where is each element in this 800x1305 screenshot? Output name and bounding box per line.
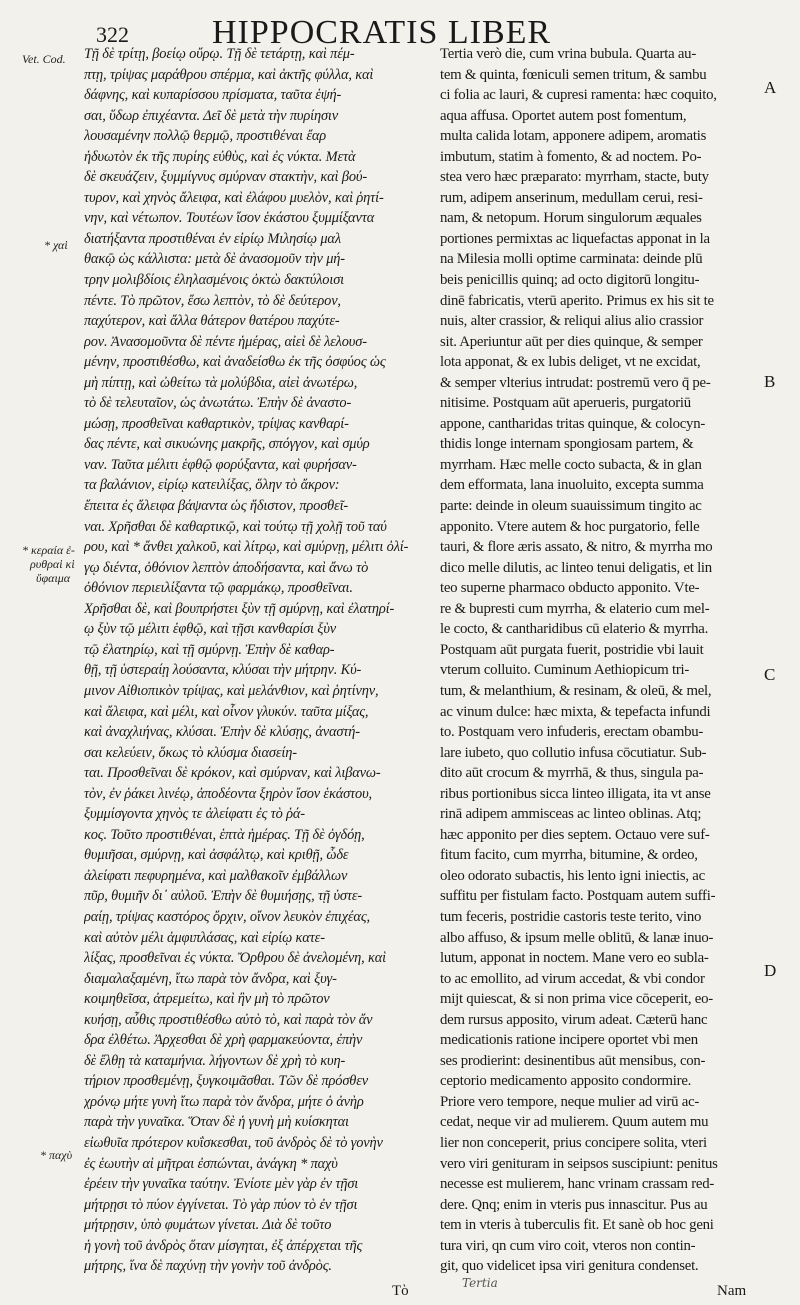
latin-text-line: dere. Qnq; enim in vteris pus innascitur. Pus au <box>440 1196 708 1213</box>
greek-text-line: ῳ ξὺν τῷ μέλιτι ἑφθῷ, καὶ τῇσι κανθαρίσι ξὺν <box>84 621 337 638</box>
greek-text-line: θυμιῆσαι, σμύρνῃ, καὶ ἀσφάλτῳ, καὶ κριθῇ, ὧδε <box>84 847 349 864</box>
latin-text-line: fitum facito, cum myrrha, bitumine, & ordeo, <box>440 847 698 864</box>
latin-text-line: Priore vero tempore, neque mulier ad virū ac- <box>440 1093 700 1110</box>
greek-text-line: δὲ σκευάζειν, ξυμμίγνυς σμύρναν στακτὴν, καὶ βού- <box>84 169 367 186</box>
latin-text-line: to. Postquam vero infuderis, erectam obambu- <box>440 724 704 741</box>
latin-text-line: lier non conceperit, prius concipere solita, vteri <box>440 1134 707 1151</box>
latin-text-line: ses prodierint: desinentibus aūt mensibus, con- <box>440 1052 706 1069</box>
greek-text-line: ἐς ἑωυτὴν αἱ μῆτραι ἐσπώνται, ἀνάγκη * παχὺ <box>84 1155 338 1172</box>
latin-text-line: lutum, apponat in noctem. Mane vero eo subla- <box>440 950 709 967</box>
latin-text-line: sit. Aperiuntur aūt per dies quinque, & semper <box>440 333 703 350</box>
greek-text-line: μὴ πίπτῃ, καὶ ὠθείτω τὰ μολύβδια, αἰεὶ ἀνωτέρω, <box>84 374 358 391</box>
latin-text-line: re & bupresti cum myrrha, & elaterio cum mel- <box>440 600 710 617</box>
greek-text-line: μήτρης, ἵνα δὲ παχύνῃ τὴν γονὴν τοῦ ἀνδρὸς. <box>84 1258 332 1275</box>
latin-text-line: dem rursus apposito, virum adeat. Cæterū hanc <box>440 1011 708 1028</box>
signature-mark: Tertia <box>462 1276 498 1290</box>
latin-text-line: appone, cantharidas tritas quinque, & colocyn- <box>440 415 706 432</box>
latin-text-line: beis penicillis quinq; ad octo digitorū longitu- <box>440 272 700 289</box>
latin-text-line: na Milesia molli optime carminata: deinde plū <box>440 251 703 268</box>
greek-text-line: κυήσῃ, αὖθις προστιθέσθω αὐτὸ τὸ, καὶ παρὰ τὸν ἄν <box>84 1011 373 1028</box>
latin-text-line: thidis longe internam spongiosam partem, & <box>440 436 694 453</box>
greek-text-line: θακῷ ὡς κάλλιστα: μετὰ δὲ ἀνασομοῦν τὴν μή- <box>84 251 345 268</box>
latin-text-line: ci folia ac lauri, & cupresi ramenta: hæc coquito, <box>440 87 717 104</box>
greek-text-line: δρα ἐλθέτω. Ἀρχεσθαι δὲ χρὴ φαρμακεύοντα, ἐπὴν <box>84 1032 363 1049</box>
column-divider <box>430 44 431 1284</box>
greek-text-line: Τῇ δὲ τρίτῃ, βοείῳ οὔρῳ. Τῇ δὲ τετάρτῃ, καὶ πέμ- <box>84 46 355 62</box>
latin-text-line: oleo odorato subactis, his lento igni iniectis, ac <box>440 867 705 884</box>
latin-text-line: rinā adipem ammisceas ac linteo oblinas. Atq; <box>440 806 702 823</box>
latin-text-line: nam, & netopum. Horum singulorum æquales <box>440 210 702 227</box>
greek-text-line: γῳ διέντα, ὀθόνιον λεπτὸν ἀποδήσαντα, καὶ ἄνω τὸ <box>84 559 369 576</box>
greek-text-line: πτῃ, τρίψας μαράθρου σπέρμα, καὶ ἀκτῆς φύλλα, καὶ <box>84 66 374 83</box>
latin-text-line: cedat, neque vir ad mulierem. Quum autem mu <box>440 1114 709 1131</box>
latin-text-line: le cocto, & cantharidibus cū elaterio & myrrha. <box>440 621 709 638</box>
latin-text-line: necesse est mulierem, hanc vrinam crassam red- <box>440 1176 715 1193</box>
latin-text-line: parte: deinde in oleum suauissimum tingito ac <box>440 498 702 515</box>
greek-text-line: παρὰ τὴν γυναῖκα. Ὅταν δὲ ἡ γυνὴ μὴ κυίσκηται <box>84 1114 349 1131</box>
latin-text-line: imbutum, statim à fomento, & ad noctem. Po- <box>440 148 702 165</box>
latin-text-line: dico melle dilutis, ac linteo tenui deligatis, et lin <box>440 559 712 576</box>
greek-text-line: κος. Τοῦτο προστιθέναι, ἑπτὰ ἡμέρας. Τῇ δὲ ὀγδόῃ, <box>84 826 365 843</box>
greek-text-line: ἐρέειν τὴν γυναῖκα ταύτην. Ἐνίοτε μὲν γὰρ ἐν τῇσι <box>84 1176 359 1193</box>
latin-text-line: Postquam aūt purgata fuerit, postridie vbi lauit <box>440 641 704 658</box>
greek-text-line: λουσαμένην πολλῷ θερμῷ, προστιθέναι ἔαρ <box>84 128 327 145</box>
latin-text-column <box>440 44 758 1277</box>
greek-text-line: τὸ δὲ τελευταῖον, ὡς ἀνωτάτω. Ἐπὴν δὲ ἀναστο- <box>84 395 352 412</box>
greek-text-line: καὶ ἀναχλιήνας, κλύσαι. Ἐπὴν δὲ κλύσῃς, ἀναστή- <box>84 724 360 741</box>
latin-text-line: aqua affusa. Oportet autem post fomentum, <box>440 107 687 124</box>
latin-text-line: tura viri, qn cum viro coit, vteros non contin- <box>440 1237 696 1254</box>
greek-text-line: διαμαλαξαμένη, ἴτω παρὰ τὸν ἄνδρα, καὶ ξυγ- <box>84 970 337 987</box>
latin-text-line: lota apponat, & ex lubis deliget, vt ne excidat, <box>440 354 701 371</box>
greek-text-line: θῇ, τῇ ὑστεραίῃ λούσαντα, κλύσαι τὴν μήτρην. Κύ- <box>84 662 362 679</box>
latin-text-line: git, quo videlicet ipsa viri genitura condenset. <box>440 1258 699 1275</box>
margin-note-xai: * χαὶ <box>44 238 68 252</box>
margin-note-keraia-2: ρυθραὶ κὶ <box>30 557 75 571</box>
greek-text-line: μήτρῃσι τὸ πύον ἐγγίνεται. Τὸ γὰρ πύον τὸ ἐν τῇσι <box>84 1196 358 1213</box>
greek-text-line: ραίῃ, τρίψας καστόρος ὄρχιν, οἴνον λευκὸν ἐπιχέας, <box>84 908 370 925</box>
section-letter-d: D <box>764 961 777 980</box>
greek-text-line: μήτρῃσιν, ὑπὸ φυμάτων γίνεται. Διὰ δὲ τοῦτο <box>84 1217 332 1234</box>
greek-text-line: παχύτερον, καὶ ἄλλα θάτερον θατέρου παχύτε- <box>84 313 340 330</box>
latin-text-line: stea vero hæc præparato: myrrham, stacte, buty <box>440 169 709 186</box>
greek-text-line: τήριον προσθεμένῃ, ξυγκοιμᾶσθαι. Τῶν δὲ πρόσθεν <box>84 1073 368 1090</box>
latin-text-line: lare iubeto, quo collutio infusa cōcutiatur. Sub- <box>440 744 707 761</box>
catchword-greek: Τὸ <box>392 1283 409 1299</box>
greek-text-line: μένην, προστιθέσθω, καὶ ἀναδείσθω ἐκ τῆς ὀσφύος ὡς <box>84 354 386 371</box>
page-number: 322 <box>96 22 129 47</box>
latin-text-line: tum, & melanthium, & resinam, & oleū, & mel, <box>440 682 712 699</box>
margin-note-keraia-1: * κεραία ἐ- <box>22 543 75 557</box>
greek-text-line: Χρῆσθαι δὲ, καὶ βουπρήστει ξὺν τῇ σμύρνῃ, καὶ ἐλατηρί- <box>84 600 395 617</box>
greek-text-column <box>84 44 424 1277</box>
greek-text-line: ὀθόνιον περιειλίξαντα τῷ φαρμάκῳ, προσθεῖναι. <box>84 580 353 597</box>
latin-text-line: to ac emollito, ad virum accedat, & vbi condor <box>440 970 705 987</box>
latin-text-line: Tertia verò die, cum vrina bubula. Quarta au- <box>440 46 697 62</box>
greek-text-line: τῷ ἐλατηρίῳ, καὶ τῇ σμύρνῃ. Ἐπὴν δὲ καθαρ- <box>84 641 335 658</box>
greek-text-line: μινον Αἰθιοπικὸν τρίψας, καὶ μελάνθιον, καὶ ῥητίνην, <box>84 682 379 699</box>
latin-text-line: nitisime. Postquam aūt aperueris, purgatoriū <box>440 395 691 412</box>
latin-text-line: vero viri genituram in seipsos suscipiunt: penitus <box>440 1155 718 1172</box>
latin-text-line: portiones permixtas ac liquefactas apponat in la <box>440 230 710 247</box>
greek-text-line: εἰωθυῖα πρότερον κυΐσκεσθαι, τοῦ ἀνδρὸς δὲ τὸ γονὴν <box>84 1134 383 1151</box>
latin-text-line: dinē fabricatis, vterū aperito. Primus ex his sit te <box>440 292 714 309</box>
latin-text-line: ac vinum dulce: hæc mixta, & tepefacta infundi <box>440 703 711 720</box>
greek-text-line: ρον. Ἀνασομοῦντα δὲ πέντε ἡμέρας, αἰεὶ δὲ λελουσ- <box>84 333 367 350</box>
greek-text-line: δὲ ἔλθῃ τὰ καταμήνια. λήγοντων δὲ χρὴ τὸ κυη- <box>84 1052 346 1069</box>
latin-text-line: dito aūt crocum & myrrhā, & thus, singula pa- <box>440 765 704 782</box>
latin-text-line: vterum colluito. Cuminum Aethiopicum tri- <box>440 662 690 679</box>
greek-text-line: καὶ ἄλειφα, καὶ μέλι, καὶ οἶνον γλυκύν. ταῦτα μίξας, <box>84 703 369 720</box>
greek-text-line: τρην μολιβδίοις ἐληλασμένοις ὀκτὼ δακτύλοισι <box>84 272 344 289</box>
latin-text-line: tum feceris, postridie castoris teste terito, vino <box>440 908 702 925</box>
greek-text-line: δάφνης, καὶ κυπαρίσσου πρίσματα, ταῦτα ἑψή- <box>84 87 342 104</box>
latin-text-line: tem & quinta, fœniculi semen tritum, & sambu <box>440 66 707 83</box>
greek-text-line: σαι, ὕδωρ ἐπιχέαντα. Δεῖ δὲ μετὰ τὴν πυρίησιν <box>84 107 338 124</box>
greek-text-line: καὶ αὐτὸν μέλι ἀμφιπλάσας, καὶ εἰρίῳ κατε- <box>84 929 325 946</box>
latin-text-line: teo superne pharmaco obducto apponito. Vte- <box>440 580 700 597</box>
greek-text-line: πῦρ, θυμιῆν δι᾽ αὐλοῦ. Ἐπὴν δὲ θυμιήσῃς, τῇ ὑστε- <box>84 888 363 905</box>
latin-text-line: & semper vlterius intrudat: postremū vero q̄ pe- <box>440 374 711 391</box>
greek-text-line: ξυμμίσγοντα χηνὸς τε ἀλείφατι ἐς τὸ ῥά- <box>84 806 305 823</box>
latin-text-line: rum, adipem anserinum, medullam cerui, resi- <box>440 189 703 206</box>
latin-text-line: medicationis ratione incipere oportet vbi men <box>440 1032 698 1049</box>
greek-text-line: μώσῃ, προσθεῖναι καθαρτικὸν, τρίψας κανθαρί- <box>84 415 349 432</box>
latin-text-line: hæc apponito per dies septem. Octauo vere suf- <box>440 826 710 843</box>
greek-text-line: λίξας, προσθεῖναι ἐς νύκτα. Ὄρθρου δὲ ἀνελομένη, καὶ <box>84 950 387 967</box>
latin-text-line: dem efformata, lana inuoluito, excepta summa <box>440 477 704 494</box>
latin-text-line: multa calida lotam, apponere adipem, aromatis <box>440 128 707 145</box>
greek-text-line: τα βαλάνιον, εἰρίῳ κατειλίξας, ὅλην τὸ ἄκρον: <box>84 477 340 494</box>
greek-text-line: ναι. Χρῆσθαι δὲ καθαρτικῷ, καὶ τούτῳ τῇ χολῇ τοῦ ταύ <box>84 518 387 535</box>
section-letter-b: B <box>764 372 776 391</box>
latin-text-line: tauri, & flore æris assato, & nitro, & myrrha mo <box>440 539 713 556</box>
latin-text-line: apponito. Vtere autem & hoc purgatorio, felle <box>440 518 700 535</box>
greek-text-line: χρόνῳ μήτε γυνὴ ἴτω παρὰ τὸν ἄνδρα, μήτε ὁ ἀνὴρ <box>84 1093 364 1110</box>
latin-text-line: tem in vteris à tuberculis fit. Et sanè ob hoc geni <box>440 1217 714 1234</box>
running-head: HIPPOCRATIS LIBER <box>212 14 552 51</box>
latin-text-line: albo affuso, & ipsum melle oblitū, & lanæ inuo- <box>440 929 714 946</box>
greek-text-line: σαι κελεύειν, ὅκως τὸ κλύσμα διασείη- <box>84 744 297 761</box>
greek-text-line: ἔπειτα ἐς ἄλειφα βάψαντα ὡς ἥδιστον, προσθεῖ- <box>84 498 349 515</box>
section-letter-a: A <box>764 78 777 97</box>
greek-text-line: ται. Προσθεῖναι δὲ κρόκον, καὶ σμύρναν, καὶ λιβανω- <box>84 765 381 782</box>
margin-note-vet-cod: Vet. Cod. <box>22 52 66 66</box>
greek-text-line: διατήξαντα προστιθέναι ἐν εἰρίῳ Μιλησίῳ μαλ <box>84 230 341 247</box>
latin-text-line: suffitu per fistulam facto. Postquam autem suffi- <box>440 888 716 905</box>
greek-text-line: ἡδυωτὸν ἐκ τῆς πυρίης εὐθὺς, καὶ ἐς νύκτα. Μετὰ <box>84 148 356 165</box>
greek-text-line: ἡ γονὴ τοῦ ἀνδρὸς ὅταν μίσγηται, ἐξ ἀπέρχεται τῆς <box>84 1237 363 1254</box>
greek-text-line: τυρον, καὶ χηνὸς ἄλειφα, καὶ ἐλάφου μυελὸν, καὶ ῥητί- <box>84 189 384 206</box>
section-letter-c: C <box>764 665 776 684</box>
latin-text-line: nuis, alter crassior, & reliqui alius alio crassior <box>440 313 704 330</box>
margin-note-keraia-3: ὕφαιμα <box>36 571 71 585</box>
catchword-latin: Nam <box>717 1283 747 1299</box>
greek-text-line: ἀλείφατι πεφυρημένα, καὶ μαλθακοῖν ἐμβάλλων <box>84 867 348 884</box>
latin-text-line: ceptorio medicamento apposito condormire. <box>440 1073 692 1090</box>
latin-text-line: myrrham. Hæc melle cocto subacta, & in glan <box>440 456 702 473</box>
latin-text-line: ribus portionibus sicca linteo illigata, ita vt anse <box>440 785 711 802</box>
greek-text-line: ναν. Ταῦτα μέλιτι ἑφθῷ φορύξαντα, καὶ φυρήσαν- <box>84 456 357 473</box>
greek-text-line: πέντε. Τὸ πρῶτον, ἔσω λεπτὸν, τὸ δὲ δεύτερον, <box>84 292 341 309</box>
latin-text-line: mijt quiescat, & si non prima vice cōceperit, eo- <box>440 991 713 1008</box>
margin-note-paxu: * παχὺ <box>40 1148 73 1162</box>
greek-text-line: τὸν, ἐν ῥάκει λινέῳ, ἀποδέοντα ξηρὸν ἴσον ἑκάστου, <box>84 785 373 802</box>
greek-text-line: ρου, καὶ * ἄνθει χαλκοῦ, καὶ λίτρῳ, καὶ σμύρνῃ, μέλιτι ὀλί- <box>84 539 409 556</box>
greek-text-line: δας πέντε, καὶ σικυώνης μακρῆς, σπόγγον, καὶ σμύρ <box>84 436 370 453</box>
greek-text-line: νην, καὶ νέτωπον. Τουτέων ἴσον ἑκάστου ξυμμίξαντα <box>84 210 375 227</box>
greek-text-line: κοιμηθεῖσα, ἀτρεμείτω, καὶ ἢν μὴ τὸ πρῶτον <box>84 991 330 1008</box>
